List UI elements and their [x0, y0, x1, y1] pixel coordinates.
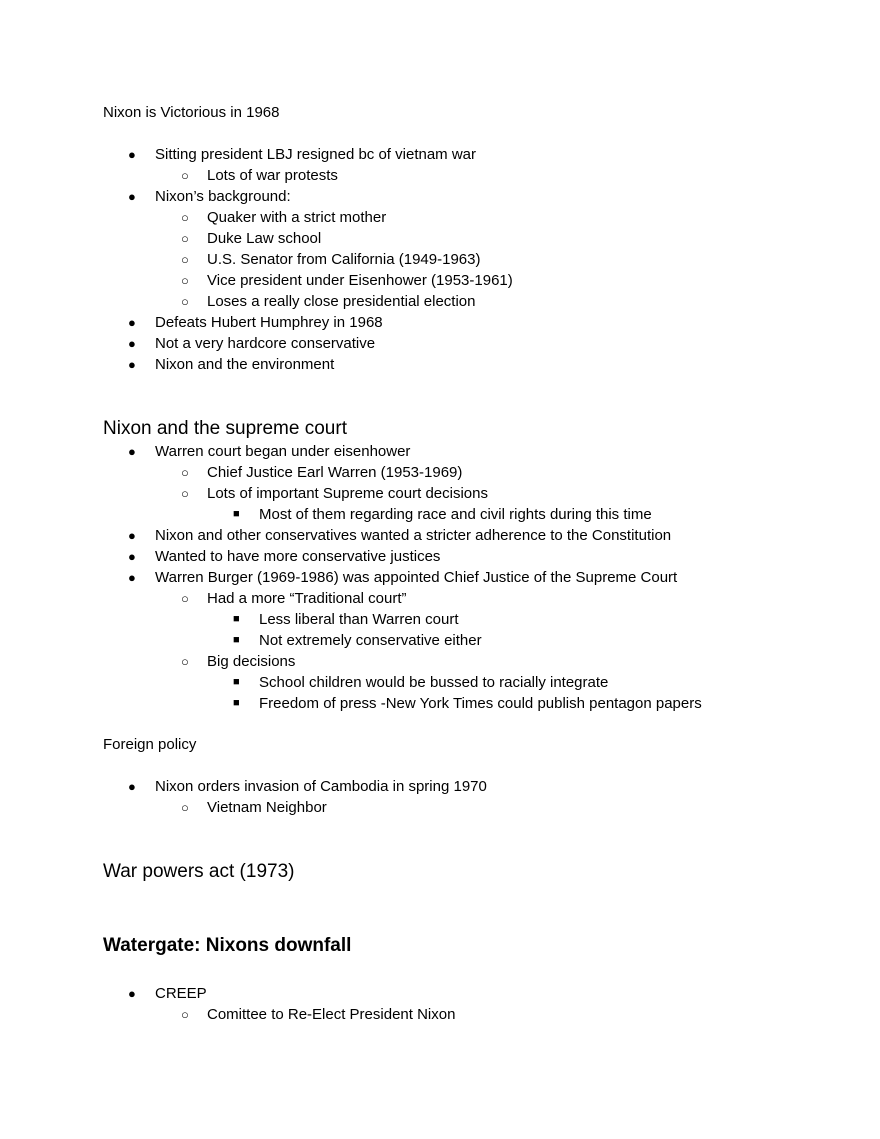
list-item: ● Nixon and the environment — [128, 356, 335, 373]
section-heading-watergate: Watergate: Nixons downfall — [103, 935, 352, 956]
list-item: ○ U.S. Senator from California (1949-1963) — [181, 251, 481, 268]
list-item: ■ Most of them regarding race and civil rights during this time — [233, 506, 652, 523]
bullet-icon: ● — [128, 189, 136, 204]
list-item: ○ Vietnam Neighbor — [181, 799, 327, 816]
list-item: ● Sitting president LBJ resigned bc of vietnam war — [128, 146, 476, 163]
list-item: ○ Big decisions — [181, 653, 296, 670]
list-item: ■ Not extremely conservative either — [233, 632, 482, 649]
list-item: ● Defeats Hubert Humphrey in 1968 — [128, 314, 383, 331]
bullet-icon: ● — [128, 986, 136, 1001]
hollow-bullet-icon: ○ — [181, 486, 189, 501]
list-item: ● Nixon orders invasion of Cambodia in spring 1970 — [128, 778, 487, 795]
bullet-icon: ● — [128, 528, 136, 543]
list-item: ■ Freedom of press -New York Times could publish pentagon papers — [233, 695, 702, 712]
bullet-icon: ● — [128, 444, 136, 459]
bullet-icon: ● — [128, 779, 136, 794]
hollow-bullet-icon: ○ — [181, 168, 189, 183]
hollow-bullet-icon: ○ — [181, 210, 189, 225]
list-item: ○ Loses a really close presidential election — [181, 293, 476, 310]
list-item: ● Not a very hardcore conservative — [128, 335, 376, 352]
square-bullet-icon: ■ — [233, 676, 240, 688]
list-item: ● Nixon and other conservatives wanted a stricter adherence to the Constitution — [128, 527, 672, 544]
list-item: ● Warren court began under eisenhower — [128, 443, 411, 460]
square-bullet-icon: ■ — [233, 508, 240, 520]
hollow-bullet-icon: ○ — [181, 294, 189, 309]
square-bullet-icon: ■ — [233, 634, 240, 646]
list-item: ○ Lots of important Supreme court decisions — [181, 485, 488, 502]
hollow-bullet-icon: ○ — [181, 465, 189, 480]
list-item: ● CREEP — [128, 985, 207, 1002]
bullet-icon: ● — [128, 336, 136, 351]
bullet-icon: ● — [128, 315, 136, 330]
list-item: ○ Duke Law school — [181, 230, 322, 247]
list-item: ○ Chief Justice Earl Warren (1953-1969) — [181, 464, 463, 481]
section-heading-supreme-court: Nixon and the supreme court — [103, 418, 347, 439]
bullet-icon: ● — [128, 147, 136, 162]
hollow-bullet-icon: ○ — [181, 273, 189, 288]
section-heading-foreign-policy: Foreign policy — [103, 736, 197, 753]
hollow-bullet-icon: ○ — [181, 1007, 189, 1022]
hollow-bullet-icon: ○ — [181, 252, 189, 267]
list-item: ■ Less liberal than Warren court — [233, 611, 459, 628]
list-item: ■ School children would be bussed to racially integrate — [233, 674, 609, 691]
list-item: ● Wanted to have more conservative justices — [128, 548, 441, 565]
bullet-icon: ● — [128, 549, 136, 564]
list-item: ○ Quaker with a strict mother — [181, 209, 387, 226]
list-item: ○ Had a more “Traditional court” — [181, 590, 407, 607]
list-item: ○ Lots of war protests — [181, 167, 338, 184]
section-heading-war-powers-act: War powers act (1973) — [103, 861, 295, 882]
list-item: ○ Vice president under Eisenhower (1953-1961) — [181, 272, 513, 289]
list-item: ● Warren Burger (1969-1986) was appointed Chief Justice of the Supreme Court — [128, 569, 678, 586]
square-bullet-icon: ■ — [233, 613, 240, 625]
list-item: ● Nixon’s background: — [128, 188, 291, 205]
section-heading-nixon-victorious: Nixon is Victorious in 1968 — [103, 104, 280, 121]
hollow-bullet-icon: ○ — [181, 231, 189, 246]
list-item: ○ Comittee to Re-Elect President Nixon — [181, 1006, 456, 1023]
hollow-bullet-icon: ○ — [181, 654, 189, 669]
square-bullet-icon: ■ — [233, 697, 240, 709]
bullet-icon: ● — [128, 357, 136, 372]
hollow-bullet-icon: ○ — [181, 800, 189, 815]
hollow-bullet-icon: ○ — [181, 591, 189, 606]
bullet-icon: ● — [128, 570, 136, 585]
